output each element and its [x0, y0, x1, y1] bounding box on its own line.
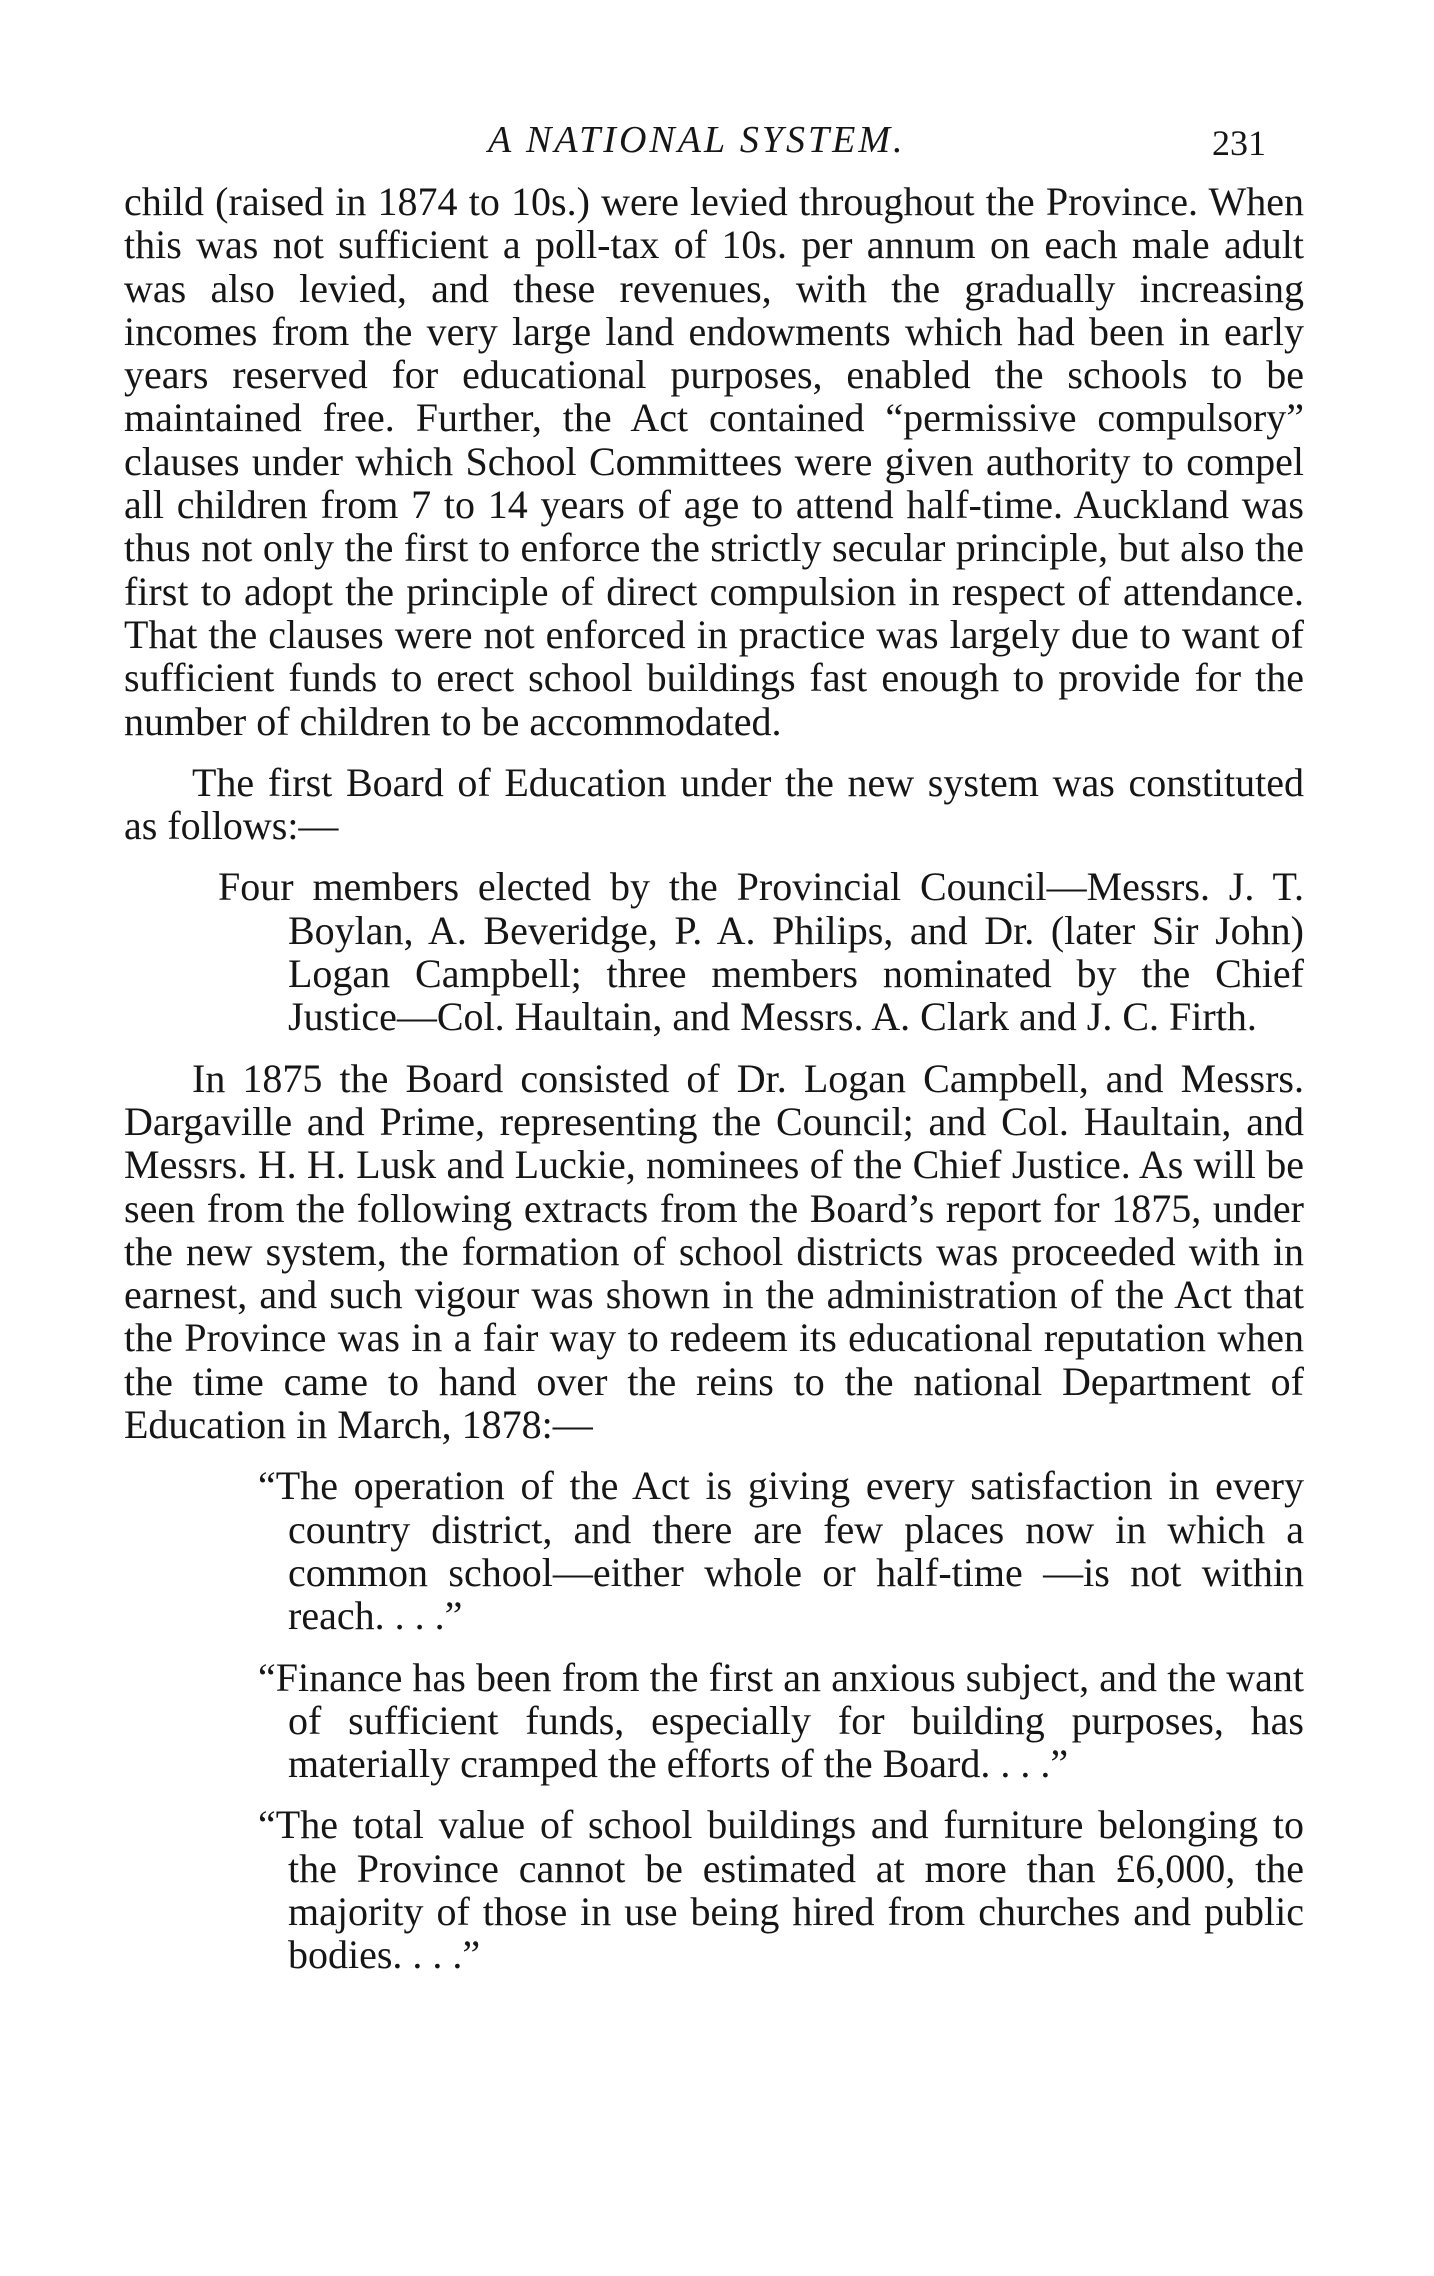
body-text: [124, 180, 1304, 1977]
quote-finance: “Finance has been from the first an anxious subject, and the want of sufficient funds, especially for building purposes, has materially cramped the efforts of the Board. . . .”: [258, 1654, 1304, 1787]
quote-total-value: “The total value of school buildings and furniture belonging to the Province cannot be estimated at more than £6,000, the majority of those in use being hired from churches and public bodies. . . .”: [258, 1802, 1304, 1978]
paragraph-board-1875: In 1875 the Board consisted of Dr. Logan Campbell, and Messrs. Dargaville and Prime, representing the Council; and Col. Haultain, and Messrs. H. H. Lusk and Luckie, nominees of the Chief Justice. As will be seen from the following extracts from the Board’s report for 1875, under the new system, the formation of school districts was proceeded with in earnest, and such vigour was shown in the administration of the Act that the Province was in a fair way to redeem its educational reputation when the time came to hand over the reins to the national Department of Education in March, 1878:—: [124, 1055, 1304, 1448]
running-head: [0, 118, 1434, 178]
quote-operation: “The operation of the Act is giving every satisfaction in every country district, and there are few places now in which a common school—either whole or half-time —is not within reach. . . .”: [258, 1463, 1304, 1639]
paragraph-board-members: Four members elected by the Provincial Council—Messrs. J. T. Boylan, A. Beveridge, P. A. Philips, and Dr. (later Sir John) Logan Campbell; three members nominated by the Chief Justice—Col. Haultain, and Messrs. A. Clark and J. C. Firth.: [218, 864, 1304, 1040]
page-number: 231: [1212, 123, 1266, 163]
running-title: A NATIONAL SYSTEM.: [488, 119, 906, 161]
paragraph-continued: child (raised in 1874 to 10s.) were levied throughout the Province. When this was not sufficient a poll-tax of 10s. per annum on each male adult was also levied, and these revenues, with the gradually increasing incomes from the very large land endowments which had been in early years reserved for educational purposes, enabled the schools to be maintained free. Further, the Act contained “permissive compulsory” clauses under which School Committees were given authority to compel all children from 7 to 14 years of age to attend half-time. Auckland was thus not only the first to enforce the strictly secular principle, but also the first to adopt the principle of direct compulsion in respect of attendance. That the clauses were not enforced in practice was largely due to want of sufficient funds to erect school buildings fast enough to provide for the number of children to be accommodated.: [124, 179, 1304, 744]
paragraph-board-intro: The first Board of Education under the new system was constituted as follows:—: [124, 759, 1304, 849]
